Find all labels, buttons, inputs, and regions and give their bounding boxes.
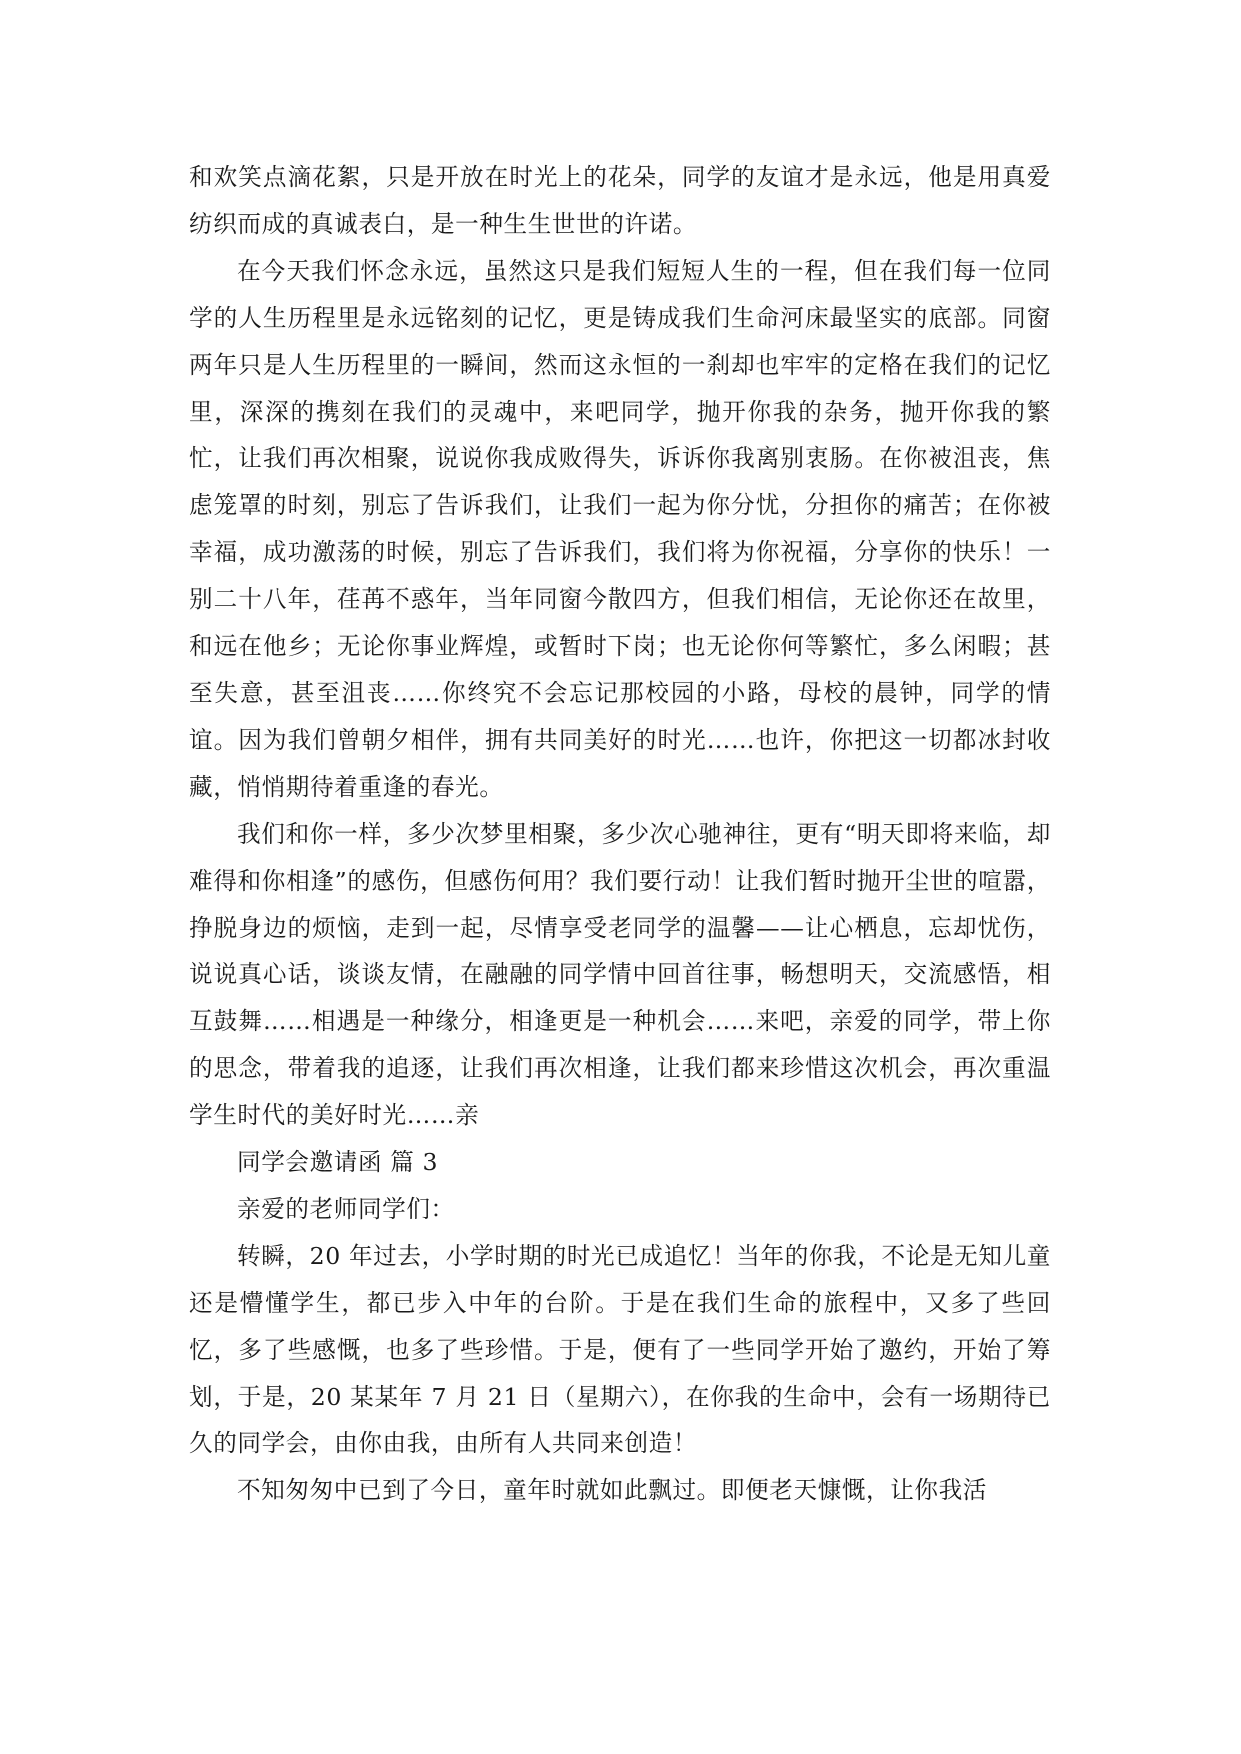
salutation: 亲爱的老师同学们： [237,1194,455,1223]
document-body [189,154,1051,1514]
paragraph-1: 和欢笑点滴花絮，只是开放在时光上的花朵，同学的友谊才是永远，他是用真爱纺织而成的真诚表白，是一种生生世世的许诺。 [189,163,1051,238]
section-title: 同学会邀请函 篇 3 [237,1148,439,1177]
paragraph-3: 我们和你一样，多少次梦里相聚，多少次心驰神往，更有“明天即将来临，却难得和你相逢”的感伤，但感伤何用？我们要行动！让我们暂时抛开尘世的喧嚣，挣脱身边的烦恼，走到一起，尽情享受老同学的温馨——让心栖息，忘却忧伤，说说真心话，谈谈友情，在融融的同学情中回首往事，畅想明天，交流感悟，相互鼓舞……相遇是一种缘分，相逢更是一种机会……来吧，亲爱的同学，带上你的思念，带着我的追逐，让我们再次相逢，让我们都来珍惜这次机会，再次重温学生时代的美好时光……亲 [189,819,1051,1130]
paragraph-2: 在今天我们怀念永远，虽然这只是我们短短人生的一程，但在我们每一位同学的人生历程里是永远铭刻的记忆，更是铸成我们生命河床最坚实的底部。同窗两年只是人生历程里的一瞬间，然而这永恒的一刹却也牢牢的定格在我们的记忆里，深深的携刻在我们的灵魂中，来吧同学，抛开你我的杂务，抛开你我的繁忙，让我们再次相聚，说说你我成败得失，诉诉你我离别衷肠。在你被沮丧，焦虑笼罩的时刻，别忘了告诉我们，让我们一起为你分忧，分担你的痛苦；在你被幸福，成功激荡的时候，别忘了告诉我们，我们将为你祝福，分享你的快乐！一别二十八年，荏苒不惑年，当年同窗今散四方，但我们相信，无论你还在故里，和远在他乡；无论你事业辉煌，或暂时下岗；也无论你何等繁忙，多么闲暇；甚至失意，甚至沮丧……你终究不会忘记那校园的小路，母校的晨钟，同学的情谊。因为我们曾朝夕相伴，拥有共同美好的时光……也许，你把这一切都冰封收藏，悄悄期待着重逢的春光。 [189,256,1051,801]
paragraph-4: 转瞬，20 年过去，小学时期的时光已成追忆！当年的你我，不论是无知儿童还是懵懂学生，都已步入中年的台阶。于是在我们生命的旅程中，又多了些回忆，多了些感慨，也多了些珍惜。于是，便有了一些同学开始了邀约，开始了筹划，于是，20 某某年 7 月 21 日（星期六），在你我的生命中，会有一场期待已久的同学会，由你由我，由所有人共同来创造！ [189,1241,1051,1458]
paragraph-5: 不知匆匆中已到了今日，童年时就如此飘过。即便老天慷慨，让你我活 [237,1476,988,1505]
